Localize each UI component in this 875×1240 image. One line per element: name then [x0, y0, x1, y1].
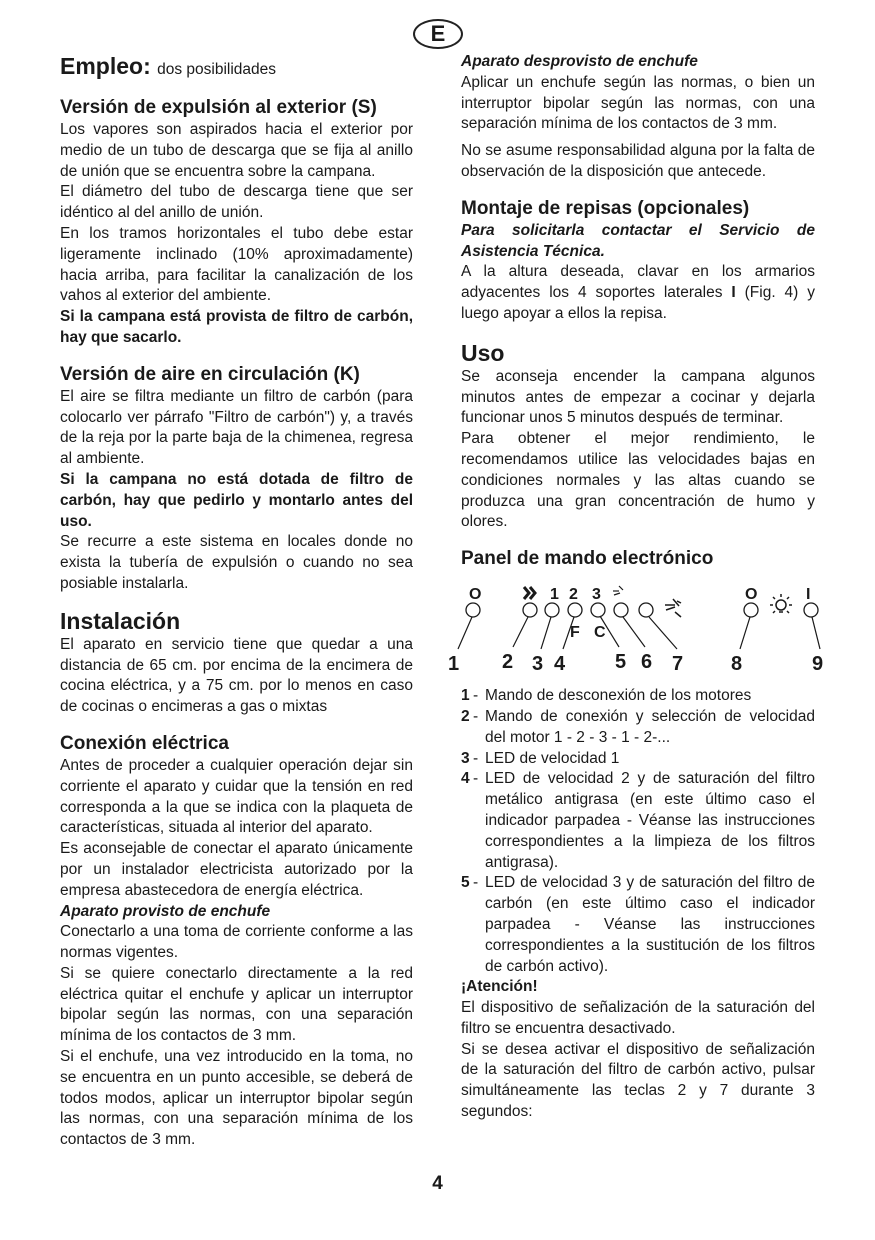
atencion-paragraph-1: El dispositivo de señalización de la saturación del filtro se encuentra desactivado.	[461, 999, 815, 1037]
list-item-text: LED de velocidad 1	[485, 749, 620, 767]
label-top-2: 2	[569, 586, 578, 604]
label-top-o2: O	[745, 586, 758, 604]
list-item: 5 - LED de velocidad 3 y de saturación del filtro de carbón (en este último caso el indicador parpadea - Véanse las instrucciones correspondientes a la sustitución de los filtros de carbón activo).	[461, 873, 815, 977]
label-c: C	[594, 624, 606, 642]
atencion-heading: ¡Atención!	[461, 978, 538, 996]
button-filter-6[interactable]	[639, 603, 653, 617]
callout-leaders	[458, 616, 820, 649]
button-off[interactable]	[466, 603, 480, 617]
expulsion-paragraph-3: En los tramos horizontales el tubo debe estar ligeramente inclinado (10% aproximadamente) hacia arriba, para facilitar la canalización de los vahos al exterior del ambiente.	[60, 224, 413, 305]
led-speed-1	[545, 603, 559, 617]
fan-chevron-icon	[524, 587, 535, 599]
enchufe-subheading: Aparato provisto de enchufe	[60, 902, 271, 920]
filter-small-icon	[613, 586, 623, 595]
uso-heading: Uso	[461, 339, 505, 366]
empleo-subtitle: dos posibilidades	[157, 61, 277, 78]
intensive-icon	[665, 599, 681, 617]
list-item: 3 - LED de velocidad 1	[461, 749, 815, 770]
button-light-on[interactable]	[804, 603, 818, 617]
list-item: 4 - LED de velocidad 2 y de saturación del filtro metálico antigrasa (en este último caso el indicador parpadea - Véanse las instrucciones correspondientes a la limpieza de los filtros antigrasa).	[461, 769, 815, 873]
uso-paragraph-2: Para obtener el mejor rendimiento, le recomendamos utilice las velocidades bajas en condiciones normales y las altas cuando se produzca una gran concentración de humo y olores.	[461, 430, 815, 531]
left-column	[60, 52, 413, 1151]
language-badge: E	[413, 19, 463, 49]
right-column	[448, 52, 824, 1123]
callout-1: 1	[448, 653, 460, 676]
expulsion-heading: Versión de expulsión al exterior (S)	[60, 97, 377, 118]
conexion-heading: Conexión eléctrica	[60, 732, 229, 754]
panel-heading: Panel de mando electrónico	[461, 548, 714, 570]
led-speed-2	[568, 603, 582, 617]
uso-paragraph-1: Se aconseja encender la campana algunos minutos antes de empezar a cocinar y dejarla funcionar unos 5 minutos después de terminar.	[461, 367, 815, 427]
callout-7: 7	[672, 653, 684, 676]
instalacion-heading: Instalación	[60, 607, 181, 634]
list-item-number: 2	[461, 707, 470, 725]
light-bulb-icon	[770, 594, 792, 613]
label-f: F	[570, 624, 580, 642]
circulacion-heading: Versión de aire en circulación (K)	[60, 363, 360, 385]
atencion-paragraph-2: Si se desea activar el dispositivo de señalización de la saturación del filtro de carbón activo, pulsar simultáneamente las teclas 2 y 7 durante 3 segundos:	[461, 1040, 815, 1121]
repisas-text-a: A la altura deseada, clavar en los armarios adyacentes los 4 soportes laterales	[461, 263, 815, 302]
list-item: 2 - Mando de conexión y selección de velocidad del motor 1 - 2 - 3 - 1 - 2-...	[461, 707, 815, 749]
enchufe-paragraph-3: Si el enchufe, una vez introducido en la toma, no se encuentra en un punto accesible, se deberá de todos modos, aplicar un interruptor bipolar según las normas, con una separación mínima de los contactos de 3 mm.	[60, 1048, 413, 1149]
label-top-3: 3	[592, 586, 601, 604]
label-top-1: 1	[550, 586, 559, 604]
list-item-text: Mando de desconexión de los motores	[485, 687, 752, 705]
callout-6: 6	[641, 651, 653, 674]
callout-5: 5	[615, 651, 627, 674]
callout-3: 3	[532, 653, 544, 676]
instalacion-paragraph: El aparato en servicio tiene que quedar a una distancia de 65 cm. por encima de la encimera de cocina eléctrica, y a 75 cm. por lo menos en caso de cocinas o encimeras a gas o mixtas	[60, 635, 413, 716]
list-item-text: LED de velocidad 3 y de saturación del filtro de carbón (en este último caso el indicador parpadea - Véanse las instrucciones correspondientes a la sustitución de los filtros de carbón activo).	[485, 874, 815, 975]
list-item-number: 5	[461, 874, 470, 892]
enchufe-paragraph-2: Si se quiere conectarlo directamente a la red eléctrica quitar el enchufe y aplicar un interruptor bipolar según las normas, con una separación mínima de los contactos de 3 mm.	[60, 964, 413, 1045]
expulsion-warning: Si la campana está provista de filtro de carbón, hay que sacarlo.	[60, 308, 413, 346]
circulacion-warning: Si la campana no está dotada de filtro de carbón, hay que pedirlo y montarlo antes del uso.	[60, 470, 413, 530]
label-top-o1: O	[469, 586, 482, 604]
desprovisto-subheading: Aparato desprovisto de enchufe	[461, 53, 698, 70]
circulacion-paragraph-2: Se recurre a este sistema en locales donde no exista la tubería de expulsión o cuando no sea posiable instalarla.	[60, 533, 413, 592]
desprovisto-paragraph-2: No se asume responsabilidad alguna por la falta de observación de la disposición que antecede.	[461, 142, 815, 180]
button-speed[interactable]	[523, 603, 537, 617]
repisas-paragraph	[461, 262, 815, 324]
callout-4: 4	[554, 653, 566, 676]
repisas-heading: Montaje de repisas (opcionales)	[461, 197, 750, 219]
circulacion-paragraph-1: El aire se filtra mediante un filtro de carbón (para colocarlo ver párrafo "Filtro de carbón") y, a través de la reja por la parte baja de la chimenea, regresa al ambiente.	[60, 387, 413, 468]
repisas-text-c: (Fig. 4) y luego apoyar a ellos la repisa.	[461, 284, 816, 322]
list-item-number: 3	[461, 749, 470, 767]
callout-9: 9	[812, 653, 824, 676]
list-item: 1 - Mando de desconexión de los motores	[461, 686, 815, 707]
control-panel-svg	[448, 579, 841, 676]
callout-2: 2	[502, 651, 514, 674]
panel-legend-list	[461, 686, 815, 977]
led-speed-3	[591, 603, 605, 617]
page-number: 4	[432, 1173, 443, 1194]
enchufe-paragraph-1: Conectarlo a una toma de corriente conforme a las normas vigentes.	[60, 923, 413, 962]
empleo-heading	[60, 52, 413, 84]
conexion-paragraph-2: Es aconsejable de conectar el aparato únicamente por un instalador electricista autorizado por la empresa abastecedora de energía eléctrica.	[60, 840, 413, 899]
button-filter-5[interactable]	[614, 603, 628, 617]
label-top-i: I	[806, 586, 811, 604]
conexion-paragraph-1: Antes de proceder a cualquier operación dejar sin corriente el aparato y cuidar que la tensión en red corresponda a la que se indica con la plaqueta de características, situada al interior del aparato.	[60, 756, 413, 837]
expulsion-paragraph-1: Los vapores son aspirados hacia el exterior por medio de un tubo de descarga que se fija al anillo de unión que se encuentra sobre la campana.	[60, 121, 413, 180]
control-panel-diagram	[448, 579, 841, 676]
empleo-title: Empleo:	[60, 53, 151, 79]
repisas-text-b: I	[731, 284, 736, 302]
callout-8: 8	[731, 653, 743, 676]
list-item-text: Mando de conexión y selección de velocidad del motor 1 - 2 - 3 - 1 - 2-...	[485, 707, 815, 746]
list-item-number: 1	[461, 687, 470, 705]
button-light-off[interactable]	[744, 603, 758, 617]
expulsion-paragraph-2: El diámetro del tubo de descarga tiene que ser idéntico al del anillo de unión.	[60, 183, 413, 222]
repisas-subheading: Para solicitarla contactar el Servicio de Asistencia Técnica.	[461, 221, 815, 260]
list-item-number: 4	[461, 770, 470, 788]
desprovisto-paragraph-1: Aplicar un enchufe según las normas, o bien un interruptor bipolar según las normas, con una separación mínima de los contactos de 3 mm.	[461, 73, 815, 133]
list-item-text: LED de velocidad 2 y de saturación del filtro metálico antigrasa (en este último caso el indicador parpadea - Véanse las instrucciones correspondientes a la limpieza de los filtros antigrasa).	[485, 770, 815, 871]
